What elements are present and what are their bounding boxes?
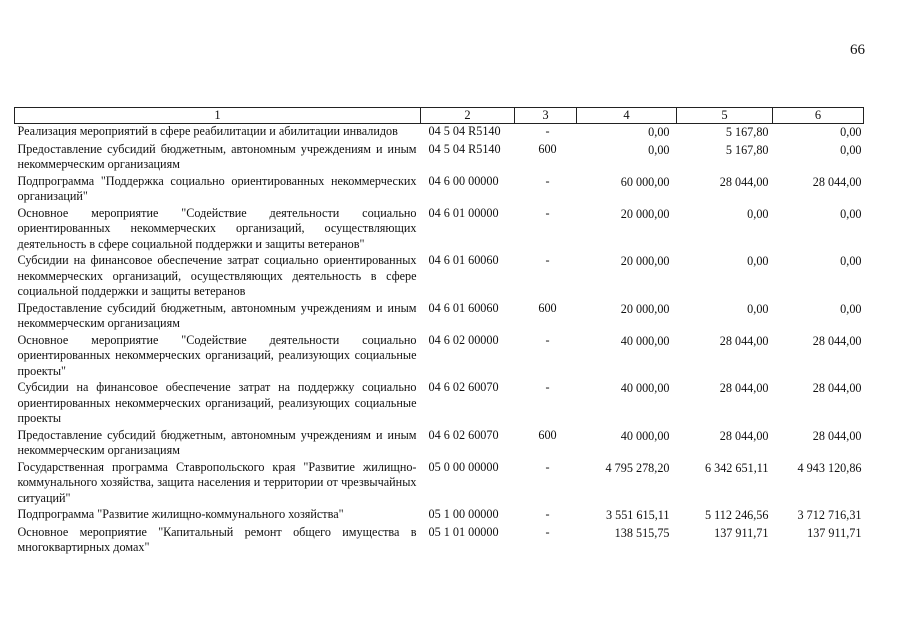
row-value-3: 28 044,00 xyxy=(812,428,862,443)
row-value-3: 0,00 xyxy=(840,206,862,221)
row-value-1: 3 551 615,11 xyxy=(605,508,670,522)
row-value-1: 20 000,00 xyxy=(620,254,670,268)
row-name: Субсидии на финансовое обеспечение затрат на поддержку социально ориентированных некоммерческих организаций, реализующих социальные проекты xyxy=(17,380,417,425)
row-value-3: 28 044,00 xyxy=(812,333,862,348)
row-value-3: 4 943 120,86 xyxy=(797,460,862,475)
table-row xyxy=(15,333,864,381)
row-code: 04 6 01 60060 xyxy=(428,300,499,315)
row-type: - xyxy=(545,173,550,188)
row-value-2: 28 044,00 xyxy=(719,174,769,189)
row-code: 04 5 04 R5140 xyxy=(428,141,501,156)
row-type: 600 xyxy=(538,300,557,315)
row-name: Предоставление субсидий бюджетным, автономным учреждениям и иным некоммерческим организациям xyxy=(17,427,417,457)
row-type: - xyxy=(545,507,550,521)
row-value-2: 28 044,00 xyxy=(719,381,769,395)
table-row xyxy=(15,253,864,301)
row-type: 600 xyxy=(538,427,557,442)
row-code: 05 0 00 00000 xyxy=(428,459,499,474)
row-type: - xyxy=(545,205,550,220)
row-name: Подпрограмма "Поддержка социально ориентированных некоммерческих организаций" xyxy=(17,173,417,203)
row-type: - xyxy=(545,253,550,267)
header-row xyxy=(15,108,864,124)
row-name: Основное мероприятие "Содействие деятельности социально ориентированных некоммерческих организаций, осуществляющих деятельность в сфере социальной поддержки и защиты ветеранов" xyxy=(17,205,417,251)
header-col-5: 5 xyxy=(677,108,773,124)
row-value-1: 60 000,00 xyxy=(620,174,670,189)
row-type: - xyxy=(545,332,550,347)
row-value-2: 28 044,00 xyxy=(719,333,769,348)
row-code: 04 5 04 R5140 xyxy=(428,124,501,138)
row-value-3: 137 911,71 xyxy=(807,525,862,540)
row-value-1: 0,00 xyxy=(648,142,670,157)
table-row xyxy=(15,507,864,525)
row-code: 05 1 00 00000 xyxy=(428,507,499,521)
table-row xyxy=(15,380,864,428)
page-number: 66 xyxy=(850,42,865,58)
table-row xyxy=(15,206,864,254)
row-value-2: 28 044,00 xyxy=(719,428,769,443)
row-value-2: 6 342 651,11 xyxy=(704,460,769,475)
row-value-3: 0,00 xyxy=(840,142,862,157)
row-value-1: 0,00 xyxy=(648,125,670,139)
row-value-2: 137 911,71 xyxy=(714,525,769,540)
row-name: Подпрограмма "Развитие жилищно-коммунального хозяйства" xyxy=(17,507,344,521)
row-value-1: 40 000,00 xyxy=(620,428,670,443)
row-value-1: 4 795 278,20 xyxy=(605,460,670,475)
row-name: Государственная программа Ставропольского края "Развитие жилищно-коммунального хозяйства, защита населения и территории от чрезвычайных ситуаций" xyxy=(17,459,417,505)
row-name: Предоставление субсидий бюджетным, автономным учреждениям и иным некоммерческим организациям xyxy=(17,300,417,330)
row-name: Основное мероприятие "Содействие деятельности социально ориентированных некоммерческих организаций, реализующих социальные проекты" xyxy=(17,332,417,378)
row-value-1: 20 000,00 xyxy=(620,206,670,221)
row-type: - xyxy=(545,380,550,394)
table-row xyxy=(15,525,864,557)
row-value-2: 0,00 xyxy=(747,301,769,316)
row-value-1: 40 000,00 xyxy=(620,333,670,348)
row-code: 04 6 02 60070 xyxy=(428,380,499,394)
row-value-3: 3 712 716,31 xyxy=(797,508,862,522)
row-name: Основное мероприятие "Капитальный ремонт общего имущества в многоквартирных домах" xyxy=(17,524,417,554)
row-code: 04 6 01 00000 xyxy=(428,205,499,220)
row-type: - xyxy=(545,524,550,539)
table-row xyxy=(15,174,864,206)
header-col-1: 1 xyxy=(15,108,421,124)
row-code: 05 1 01 00000 xyxy=(428,524,499,539)
row-value-2: 5 167,80 xyxy=(725,125,769,139)
table-row xyxy=(15,460,864,508)
table-body xyxy=(15,124,864,557)
row-value-3: 0,00 xyxy=(840,301,862,316)
row-value-3: 0,00 xyxy=(840,125,862,139)
row-value-1: 20 000,00 xyxy=(620,301,670,316)
row-value-3: 28 044,00 xyxy=(812,174,862,189)
row-code: 04 6 02 00000 xyxy=(428,332,499,347)
row-code: 04 6 00 00000 xyxy=(428,173,499,188)
table-header xyxy=(15,108,864,124)
header-col-2: 2 xyxy=(421,108,515,124)
row-value-2: 0,00 xyxy=(747,206,769,221)
row-code: 04 6 01 60060 xyxy=(428,253,499,267)
row-type: - xyxy=(545,459,550,474)
header-col-3: 3 xyxy=(515,108,577,124)
row-code: 04 6 02 60070 xyxy=(428,427,499,442)
table-row xyxy=(15,301,864,333)
row-value-3: 28 044,00 xyxy=(812,381,862,395)
row-value-2: 5 112 246,56 xyxy=(704,508,769,522)
row-value-3: 0,00 xyxy=(840,254,862,268)
row-value-1: 138 515,75 xyxy=(614,525,670,540)
header-col-6: 6 xyxy=(773,108,864,124)
row-type: - xyxy=(545,124,550,138)
budget-table xyxy=(14,107,864,557)
row-value-2: 5 167,80 xyxy=(725,142,769,157)
row-type: 600 xyxy=(538,141,557,156)
row-name: Субсидии на финансовое обеспечение затрат социально ориентированных некоммерческих организаций, осуществляющих деятельность в сфере социальной поддержки и защиты ветеранов xyxy=(17,253,417,298)
header-col-4: 4 xyxy=(577,108,677,124)
table-row xyxy=(15,124,864,142)
row-value-2: 0,00 xyxy=(747,254,769,268)
table-row xyxy=(15,428,864,460)
row-name: Реализация мероприятий в сфере реабилитации и абилитации инвалидов xyxy=(17,124,398,138)
row-name: Предоставление субсидий бюджетным, автономным учреждениям и иным некоммерческим организациям xyxy=(17,141,417,171)
row-value-1: 40 000,00 xyxy=(620,381,670,395)
table-row xyxy=(15,142,864,174)
